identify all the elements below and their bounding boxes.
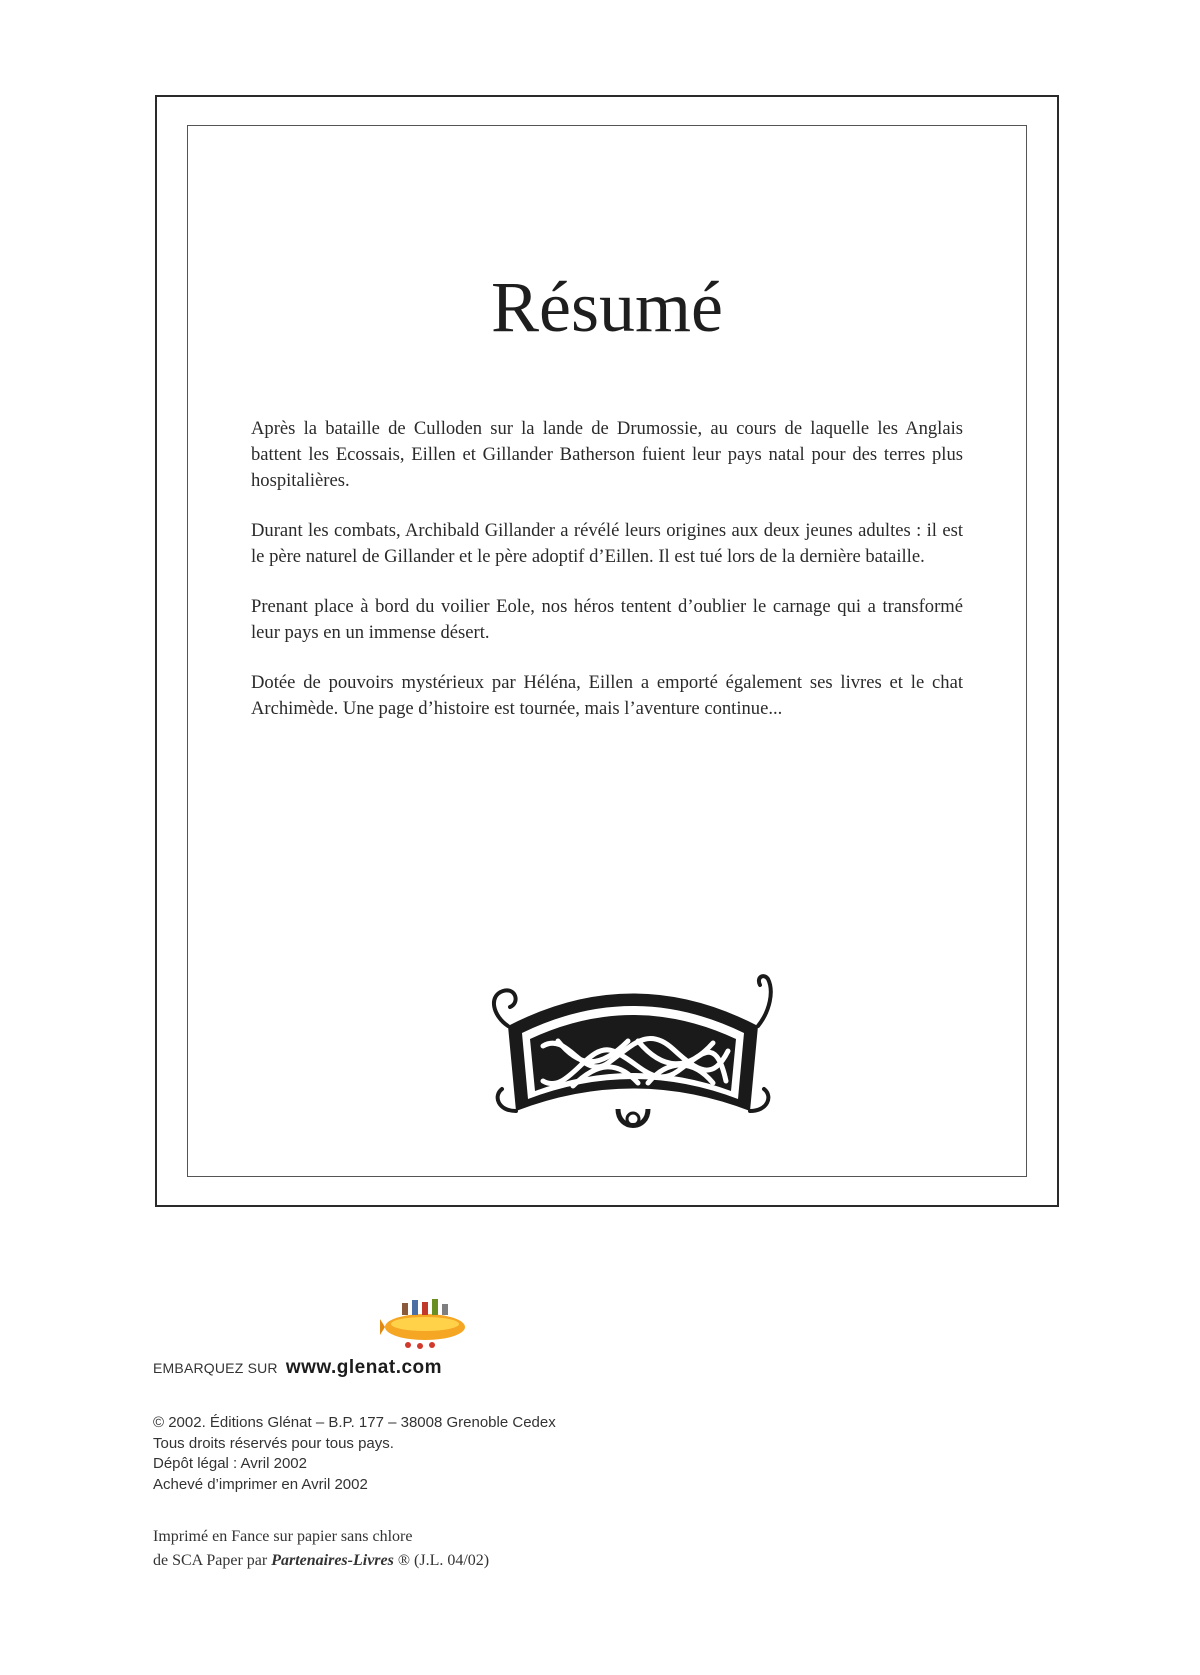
summary-paragraph-1: Après la bataille de Culloden sur la lande de Drumossie, au cours de laquelle les Anglais battent les Ecossais, Eillen et Gillander Batherson fuient leur pays natal pour des terres plus hospitalières.	[251, 418, 963, 491]
page-title: Résumé	[491, 267, 723, 347]
inner-frame	[187, 125, 1027, 1177]
printer-line-2	[153, 1549, 489, 1573]
summary-paragraph-4: Dotée de pouvoirs mystérieux par Héléna, Eillen a emporté également ses livres et le chat Archimède. Une page d’histoire est tournée, mais l’aventure continue...	[251, 672, 963, 719]
legal-line-deposit: Dépôt légal : Avril 2002	[153, 1455, 307, 1472]
celtic-knot-ornament-icon	[488, 971, 778, 1131]
legal-line-rights: Tous droits réservés pour tous pays.	[153, 1434, 394, 1452]
outer-frame	[155, 95, 1059, 1207]
legal-notice	[153, 1413, 556, 1495]
summary-text	[251, 416, 963, 746]
printer-line-1: Imprimé en Fance sur papier sans chlore	[153, 1528, 413, 1545]
glenat-airship-mascot-icon	[380, 1295, 470, 1351]
printer-brand: Partenaires-Livres	[271, 1552, 394, 1569]
printer-notice	[153, 1525, 489, 1573]
legal-line-copyright: © 2002. Éditions Glénat – B.P. 177 – 38008 Grenoble Cedex	[153, 1414, 556, 1431]
legal-line-printed: Achevé d’imprimer en Avril 2002	[153, 1475, 368, 1493]
website-link[interactable]: www.glenat.com	[285, 1357, 443, 1378]
embark-label: EMBARQUEZ SUR	[153, 1360, 278, 1376]
summary-paragraph-3: Prenant place à bord du voilier Eole, nos héros tentent d’oublier le carnage qui a transformé leur pays en un immense désert.	[251, 596, 963, 643]
embark-line	[153, 1357, 442, 1379]
printer-suffix: ® (J.L. 04/02)	[397, 1552, 490, 1569]
printer-prefix: de SCA Paper par	[153, 1552, 268, 1569]
summary-paragraph-2: Durant les combats, Archibald Gillander a révélé leurs origines aux deux jeunes adultes : il est le père naturel de Gillander et le père adoptif d’Eillen. Il est tué lors de la dernière bataille.	[251, 520, 963, 567]
